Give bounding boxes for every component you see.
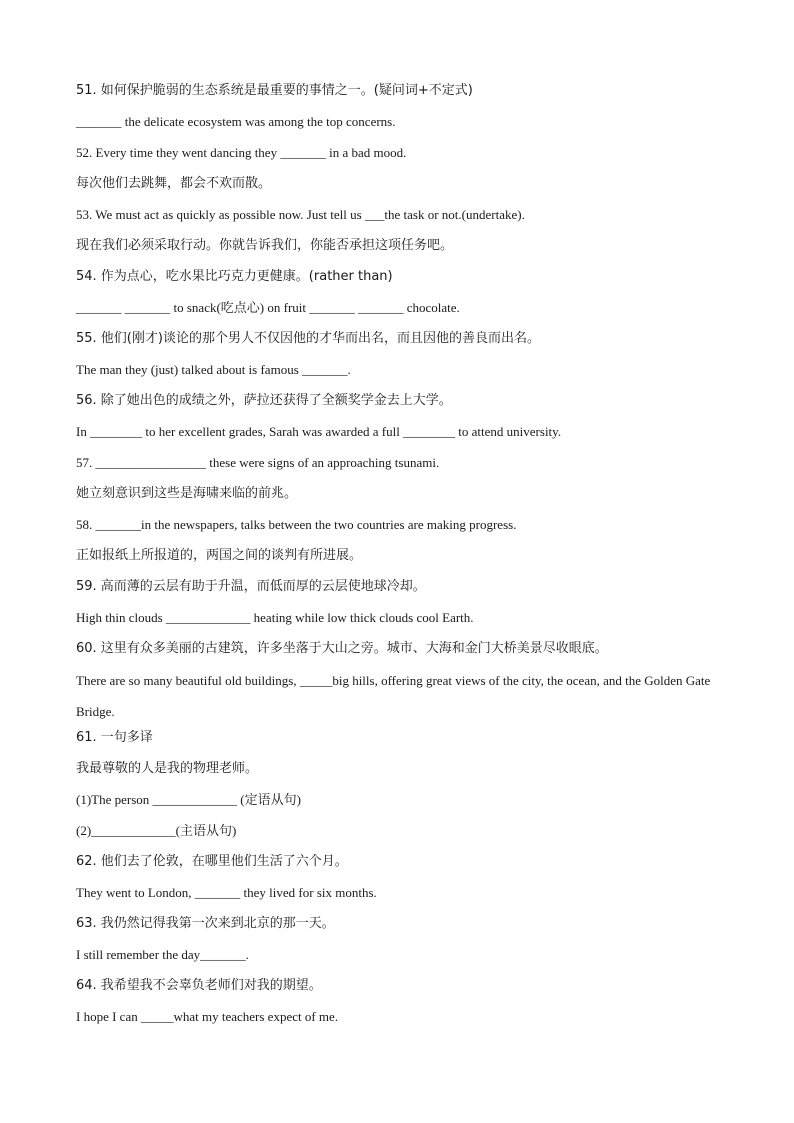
q53-sentence: 53. We must act as quickly as possible now. Just tell us ___the task or not.(undertake). — [76, 207, 525, 222]
q60-sentence: There are so many beautiful old buildings, _____big hills, offering great views of the city, the ocean, and the Golden Gate Bridge. — [76, 673, 711, 719]
q62-sentence: They went to London, _______ they lived for six months. — [76, 885, 377, 900]
q61-prompt: 61. 一句多译 — [76, 730, 153, 745]
q54-sentence: _______ _______ to snack(吃点心) on fruit _______ _______ chocolate. — [76, 300, 460, 315]
q59-sentence: High thin clouds _____________ heating while low thick clouds cool Earth. — [76, 610, 474, 625]
q59-prompt: 59. 高而薄的云层有助于升温，而低而厚的云层使地球冷却。 — [76, 579, 426, 594]
q53-translation: 现在我们必须采取行动。你就告诉我们，你能否承担这项任务吧。 — [76, 238, 454, 253]
q51-sentence: _______ the delicate ecosystem was among the top concerns. — [76, 114, 396, 129]
q56-sentence: In ________ to her excellent grades, Sarah was awarded a full ________ to attend university. — [76, 424, 562, 439]
q58-sentence: 58. _______in the newspapers, talks between the two countries are making progress. — [76, 517, 517, 532]
q58-translation: 正如报纸上所报道的，两国之间的谈判有所进展。 — [76, 548, 363, 563]
q64-sentence: I hope I can _____what my teachers expect of me. — [76, 1009, 339, 1024]
q64-prompt: 64. 我希望我不会辜负老师们对我的期望。 — [76, 978, 322, 993]
q55-prompt: 55. 他们(刚才)谈论的那个男人不仅因他的才华而出名，而且因他的善良而出名。 — [76, 331, 540, 346]
q52-sentence: 52. Every time they went dancing they _______ in a bad mood. — [76, 145, 407, 160]
q51-prompt: 51. 如何保护脆弱的生态系统是最重要的事情之一。(疑问词+不定式) — [76, 83, 473, 98]
q61-sentence: 我最尊敬的人是我的物理老师。 — [76, 761, 259, 776]
q60-prompt: 60. 这里有众多美丽的古建筑，许多坐落于大山之旁。城市、大海和金门大桥美景尽收眼底。 — [76, 641, 608, 656]
q57-sentence: 57. _________________ these were signs of an approaching tsunami. — [76, 455, 440, 470]
q57-translation: 她立刻意识到这些是海啸来临的前兆。 — [76, 486, 298, 501]
document-page — [76, 80, 736, 1037]
q61-option-1: (1)The person _____________ (定语从句) — [76, 792, 301, 807]
q56-prompt: 56. 除了她出色的成绩之外，萨拉还获得了全额奖学金去上大学。 — [76, 393, 452, 408]
q52-translation: 每次他们去跳舞，都会不欢而散。 — [76, 176, 272, 191]
q62-prompt: 62. 他们去了伦敦，在哪里他们生活了六个月。 — [76, 854, 348, 869]
q61-option-2: (2)_____________(主语从句) — [76, 823, 237, 838]
q54-prompt: 54. 作为点心，吃水果比巧克力更健康。(rather than) — [76, 269, 393, 284]
q63-sentence: I still remember the day_______. — [76, 947, 249, 962]
q55-sentence: The man they (just) talked about is famous _______. — [76, 362, 351, 377]
q63-prompt: 63. 我仍然记得我第一次来到北京的那一天。 — [76, 916, 335, 931]
